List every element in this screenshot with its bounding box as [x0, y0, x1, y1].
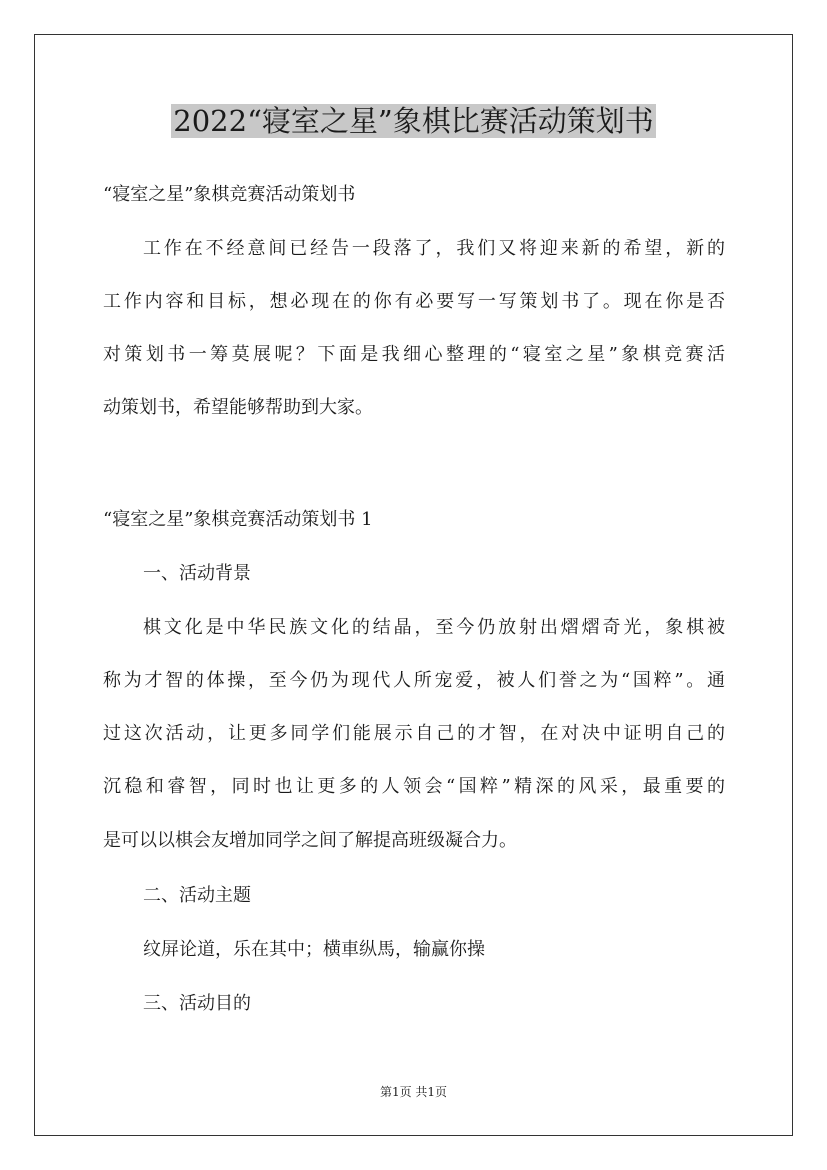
intro-line-1: 工作在不经意间已经告一段落了，我们又将迎来新的希望，新的	[143, 238, 725, 259]
heading-activity-theme: 二、活动主题	[143, 885, 251, 906]
background-line-1: 棋文化是中华民族文化的结晶，至今仍放射出熠熠奇光，象棋被	[143, 617, 725, 638]
intro-line-2: 工作内容和目标，想必现在的你有必要写一写策划书了。现在你是否	[103, 291, 725, 312]
background-line-5: 是可以以棋会友增加同学之间了解提高班级凝合力。	[103, 830, 517, 851]
intro-line-4: 动策划书，希望能够帮助到大家。	[103, 397, 373, 418]
heading-activity-background: 一、活动背景	[143, 563, 251, 584]
heading-activity-purpose: 三、活动目的	[143, 993, 251, 1014]
document-subtitle: “寝室之星”象棋竞赛活动策划书	[103, 184, 356, 205]
document-title	[0, 100, 827, 142]
background-line-4: 沉稳和睿智，同时也让更多的人领会“国粹”精深的风采，最重要的	[103, 776, 725, 797]
background-line-3: 过这次活动，让更多同学们能展示自己的才智，在对决中证明自己的	[103, 723, 725, 744]
activity-theme-text: 纹屏论道，乐在其中；横車纵馬，输赢你操	[143, 939, 485, 960]
page-footer: 第1页 共1页	[379, 1085, 448, 1099]
document-title-text: 2022“寝室之星”象棋比赛活动策划书	[173, 104, 654, 138]
section-title: “寝室之星”象棋竞赛活动策划书 1	[103, 509, 373, 530]
background-line-2: 称为才智的体操，至今仍为现代人所宠爱，被人们誉之为“国粹”。通	[103, 670, 725, 691]
intro-line-3: 对策划书一筹莫展呢？下面是我细心整理的“寝室之星”象棋竞赛活	[103, 344, 725, 365]
